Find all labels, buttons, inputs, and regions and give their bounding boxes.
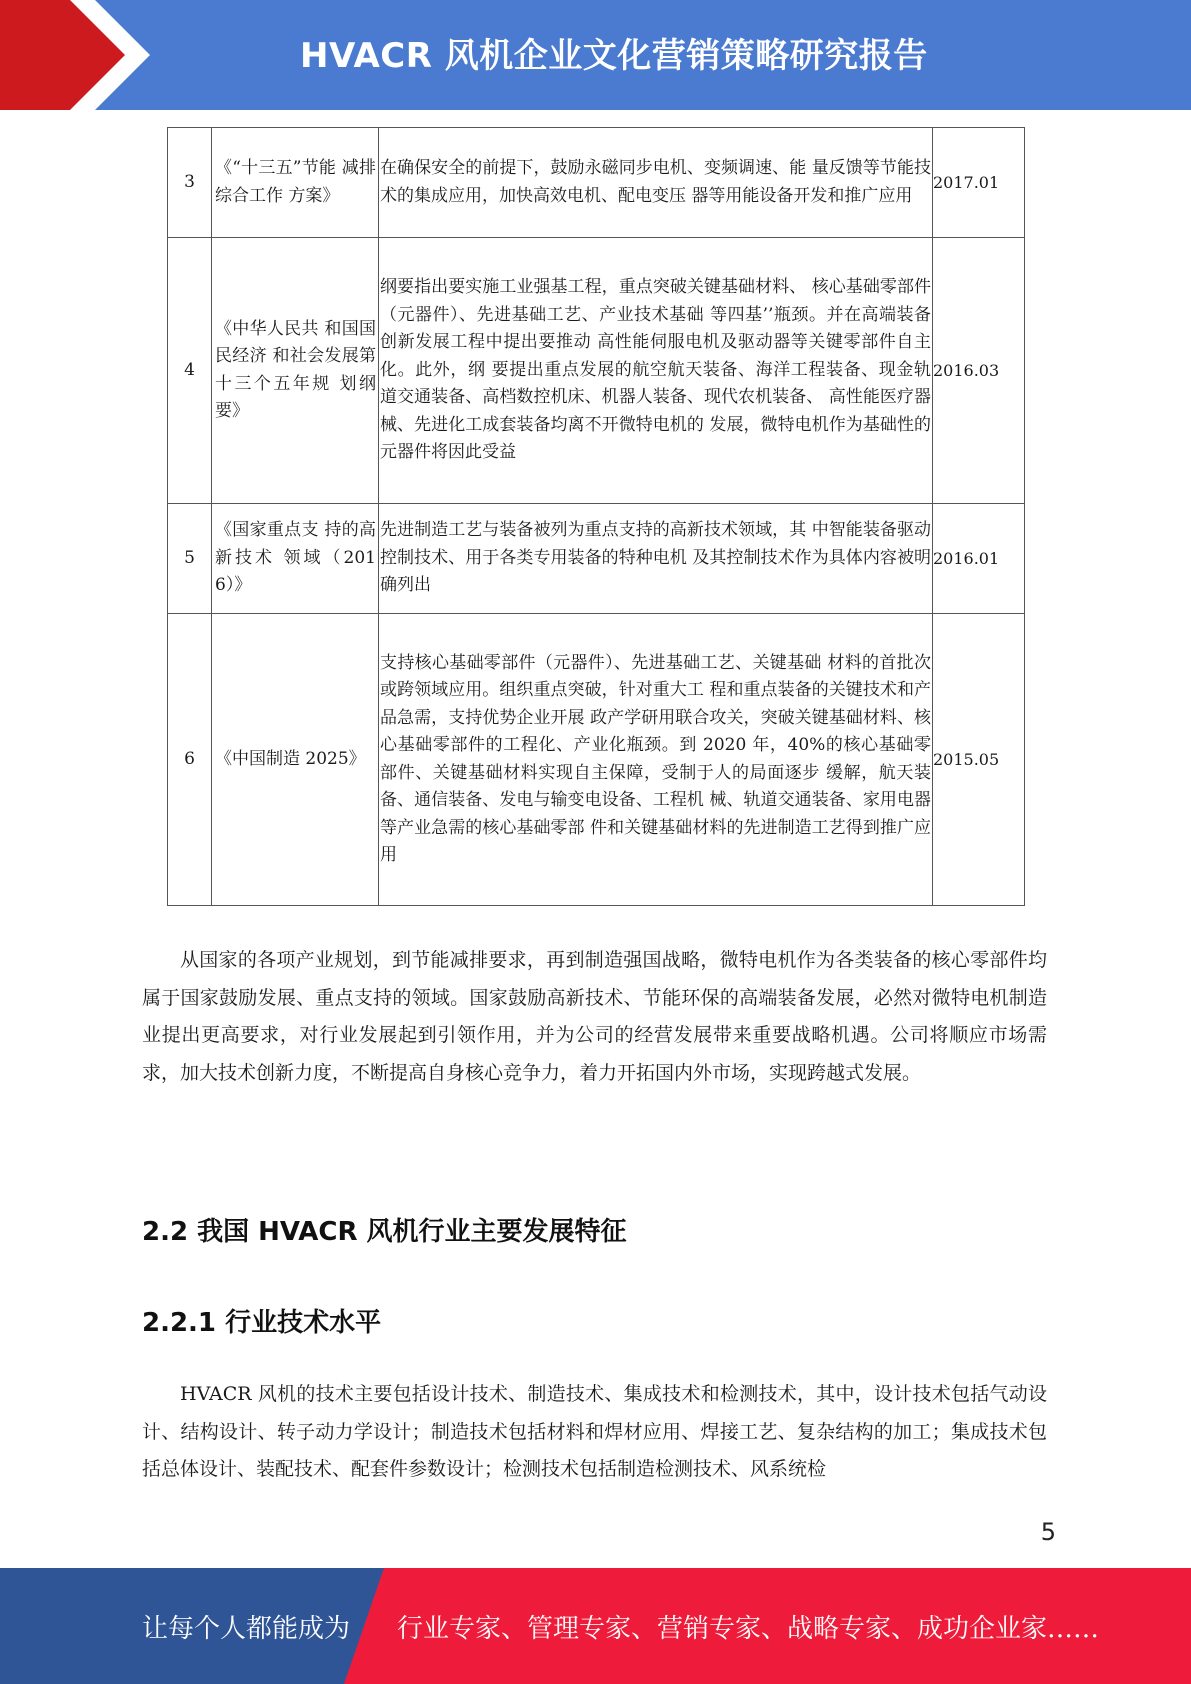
page-number: 5 <box>1040 1518 1056 1546</box>
table-row <box>168 238 1025 504</box>
policy-content: 纲要指出要实施工业强基工程，重点突破关键基础材料、 核心基础零部件（元器件）、先进基础工艺、产业技术基础 等四基’’瓶颈。并在高端装备创新发展工程中提出要推动 高性能伺服电机及驱动器等关键零部件自主化。此外，纲 要提出重点发展的航空航天装备、海洋工程装备、现金轨 道交通装备、高档数控机床、机器人装备、现代农机装备、 高性能医疗器械、先进化工成套装备均离不开微特电机的 发展，微特电机作为基础性的元器件将因此受益 <box>379 238 933 504</box>
header-chevron-decoration <box>0 0 160 110</box>
footer-slogan-right: 行业专家、管理专家、营销专家、战略专家、成功企业家…… <box>397 1614 1100 1644</box>
footer-slogan-left: 让每个人都能成为 <box>142 1614 351 1644</box>
policy-date: 2017.01 <box>933 128 1025 238</box>
table-row <box>168 614 1025 906</box>
row-number: 3 <box>168 128 212 238</box>
row-number: 4 <box>168 238 212 504</box>
table-row <box>168 504 1025 614</box>
row-number: 6 <box>168 614 212 906</box>
policy-name: 《中华人民共 和国国民经济 和社会发展第 十三个五年规 划纲要》 <box>212 238 379 504</box>
policy-name: 《国家重点支 持的高新技术 领域（2016）》 <box>212 504 379 614</box>
subsection-heading: 2.2.1 行业技术水平 <box>142 1308 382 1338</box>
row-number: 5 <box>168 504 212 614</box>
body-paragraph: 从国家的各项产业规划，到节能减排要求，再到制造强国战略，微特电机作为各类装备的核心零部件均属于国家鼓励发展、重点支持的领域。国家鼓励高新技术、节能环保的高端装备发展，必然对微特电机制造业提出更高要求，对行业发展起到引领作用，并为公司的经营发展带来重要战略机遇。公司将顺应市场需求，加大技术创新力度，不断提高自身核心竞争力，着力开拓国内外市场，实现跨越式发展。 <box>142 949 1047 1084</box>
policy-content: 先进制造工艺与装备被列为重点支持的高新技术领域，其 中智能装备驱动控制技术、用于各类专用装备的特种电机 及其控制技术作为具体内容被明确列出 <box>379 504 933 614</box>
body-paragraph: HVACR 风机的技术主要包括设计技术、制造技术、集成技术和检测技术，其中，设计技术包括气动设计、结构设计、转子动力学设计；制造技术包括材料和焊材应用、焊接工艺、复杂结构的加工；集成技术包括总体设计、装配技术、配套件参数设计；检测技术包括制造检测技术、风系统检 <box>142 1383 1047 1480</box>
policy-date: 2016.03 <box>933 238 1025 504</box>
policy-table <box>167 127 1025 906</box>
table-row <box>168 128 1025 238</box>
page-footer <box>0 1568 1191 1684</box>
policy-content: 支持核心基础零部件（元器件）、先进基础工艺、关键基础 材料的首批次或跨领域应用。组织重点突破，针对重大工 程和重点装备的关键技术和产品急需，支持优势企业开展 政产学研用联合攻关，突破关键基础材料、核心基础零部件的工程化、产业化瓶颈。到 2020 年，40%的核心基础零 部件、关键基础材料实现自主保障，受制于人的局面逐步 缓解，航天装备、通信装备、发电与输变电设备、工程机 械、轨道交通装备、家用电器等产业急需的核心基础零部 件和关键基础材料的先进制造工艺得到推广应用 <box>379 614 933 906</box>
policy-name: 《中国制造 2025》 <box>212 614 379 906</box>
section-heading: 2.2 我国 HVACR 风机行业主要发展特征 <box>142 1217 627 1247</box>
policy-name: 《“十三五”节能 减排综合工作 方案》 <box>212 128 379 238</box>
policy-date: 2015.05 <box>933 614 1025 906</box>
policy-content: 在确保安全的前提下，鼓励永磁同步电机、变频调速、能 量反馈等节能技术的集成应用，加快高效电机、配电变压 器等用能设备开发和推广应用 <box>379 128 933 238</box>
report-title: HVACR 风机企业文化营销策略研究报告 <box>300 36 928 76</box>
policy-date: 2016.01 <box>933 504 1025 614</box>
page-header <box>0 0 1191 110</box>
